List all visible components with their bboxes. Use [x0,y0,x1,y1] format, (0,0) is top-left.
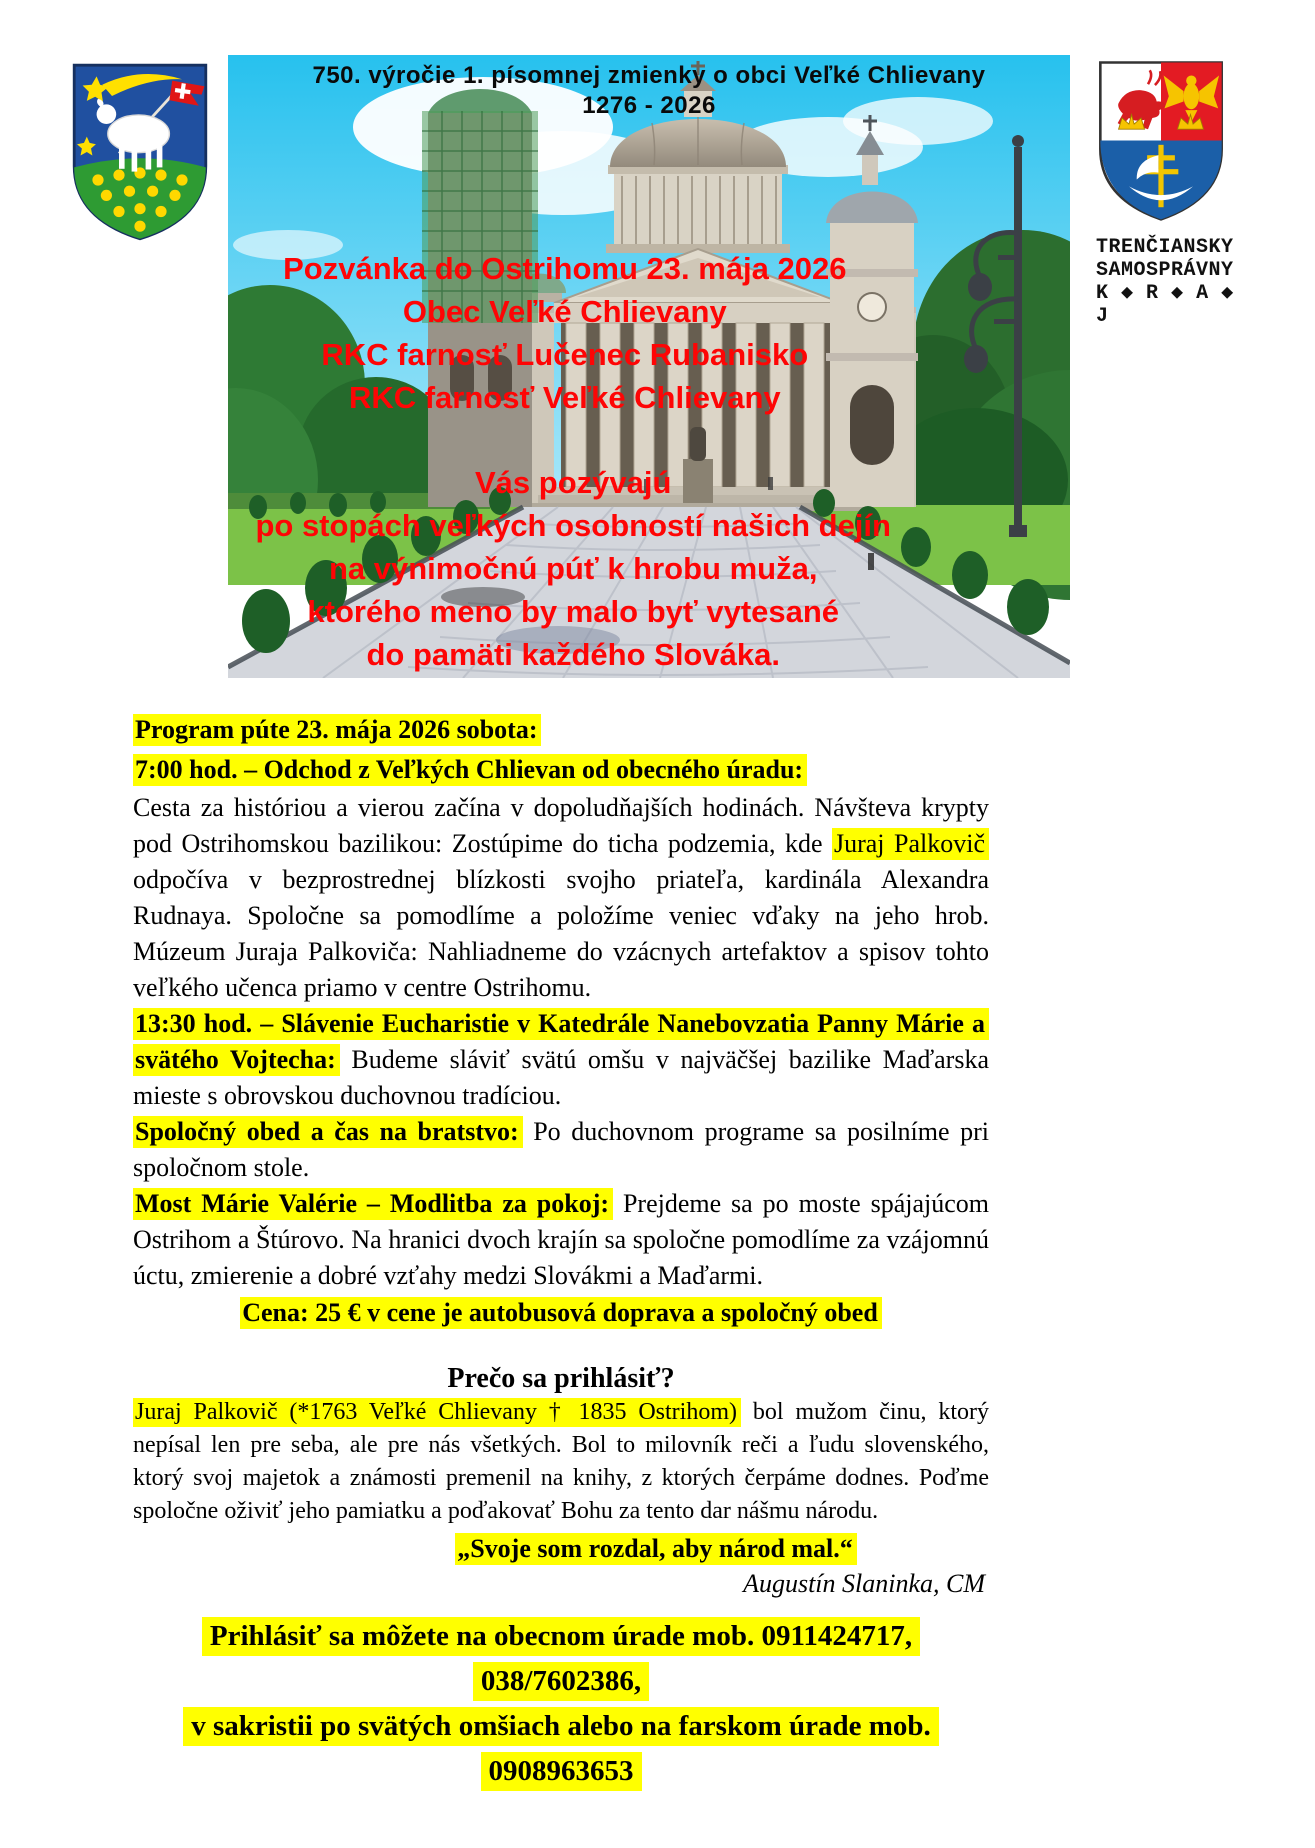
contact-row-2 [133,1704,989,1794]
velke-chlievany-coat-of-arms [70,56,210,248]
basilica-photo [228,55,1070,678]
why-heading: Prečo sa prihlásiť? [447,1363,675,1394]
program-heading: Program púte 23. mája 2026 sobota: [133,714,541,746]
program-section [133,710,989,1794]
why-lead-highlight: Juraj Palkovič (*1763 Veľké Chlievany † 1835 Ostrihom) [133,1398,741,1427]
program-item3-title: Spoločný obed a čas na bratstvo: [133,1116,523,1148]
contact-line-1: Prihlásiť sa môžete na obecnom úrade mob. 0911424717, 038/7602386, [202,1617,920,1701]
anniversary-title-line2: 1276 - 2026 [582,92,716,119]
quote-row [133,1530,989,1567]
why-body: bol mužom činu, ktorý nepísal len pre seba, ale pre nás všetkých. Bol to milovník reči a ľudu slovenského, ktorý svoj majetok a známosti premenil na knihy, z ktorých čerpáme dodnes. Poďme spoločne oživiť jeho pamiatku a poďakovať Bohu za tento dar nášmu národu. [133,1399,989,1524]
mission-overlay [228,461,918,676]
program-item1-title: 7:00 hod. – Odchod z Veľkých Chlievan od obecného úradu: [133,754,807,786]
program-item3-body: Po duchovnom programe sa posilníme pri spoločnom stole. [133,1117,989,1182]
program-item4-title: Most Márie Valérie – Modlitba za pokoj: [133,1188,613,1220]
program-item2-body: Budeme sláviť svätú omšu v najväčšej bazilike Maďarska mieste s obrovskou duchovnou tradíciou. [133,1045,989,1110]
region-name [1096,236,1246,328]
mission-line-1: Vás pozývajú [475,465,672,500]
program-heading-row [133,710,989,750]
invite-line-2: Obec Veľké Chlievany [402,294,727,329]
invite-line-3: RKC farnosť Lučenec Rubanisko [321,337,809,372]
invite-line-1: Pozvánka do Ostrihomu 23. mája 2026 [283,251,847,286]
mission-line-3: na výnimočnú púť k hrobu muža, [328,551,818,586]
region-name-line1: TRENČIANSKY [1096,236,1234,259]
program-item1-paragraph [133,790,989,1006]
program-item3-paragraph [133,1114,989,1186]
contact-block [133,1614,989,1794]
anniversary-title-line1: 750. výročie 1. písomnej zmienky o obci Veľké Chlievany [312,62,986,89]
invitation-overlay [228,247,902,419]
item1-text-pre: Cesta za históriou a vierou začína v dopoludňajších hodinách. Návšteva krypty pod Ostrihomskou bazilikou: Zostúpime do ticha podzemia, kde [133,793,989,858]
program-item4-paragraph [133,1186,989,1294]
program-item2-title: 13:30 hod. – Slávenie Eucharistie v Katedrále Nanebovzatia Panny Márie a svätého Vojtecha: [133,1008,989,1076]
price-row [133,1294,989,1332]
quote-signature: Augustín Slaninka, CM [743,1569,985,1598]
contact-line-2: v sakristii po svätých omšiach alebo na farskom úrade mob. 0908963653 [183,1707,939,1791]
trencin-region-coat-of-arms-icon [1096,58,1226,223]
mission-line-2: po stopách veľkých osobností našich dejín [255,508,891,543]
contact-row-1 [133,1614,989,1704]
region-block [1096,58,1246,328]
why-paragraph [133,1396,989,1528]
highlighted-name: Juraj Palkovič [832,828,989,860]
program-item2-paragraph [133,1006,989,1114]
region-name-line2: SAMOSPRÁVNY [1096,259,1234,282]
anniversary-title [228,61,1070,121]
price-line: Cena: 25 € v cene je autobusová doprava a spoločný obed [240,1297,882,1329]
lamb-shield-icon [70,56,210,248]
quote-text: „Svoje som rozdal, aby národ mal.“ [455,1533,857,1565]
invite-line-4: RKC farnosť Veľké Chlievany [348,380,781,415]
region-name-line3: K ◆ R ◆ A ◆ J [1096,282,1234,328]
item1-text-post: odpočíva v bezprostrednej blízkosti svojho priateľa, kardinála Alexandra Rudnaya. Spoločne sa pomodlíme a položíme veniec vďaky na jeho hrob. Múzeum Juraja Palkoviča: Nahliadneme do vzácnych artefaktov a spisov tohto veľkého učenca priamo v centre Ostrihomu. [133,865,989,1002]
mission-line-4: ktorého meno by malo byť vytesané [307,594,840,629]
program-item1-title-row [133,750,989,790]
program-item4-body: Prejdeme sa po moste spájajúcom Ostrihom a Štúrovo. Na hranici dvoch krajín sa spoločne pomodlíme za vzájomnú úctu, zmierenie a dobré vzťahy medzi Slovákmi a Maďarmi. [133,1189,989,1290]
mission-line-5: do pamäti každého Slováka. [366,637,780,672]
